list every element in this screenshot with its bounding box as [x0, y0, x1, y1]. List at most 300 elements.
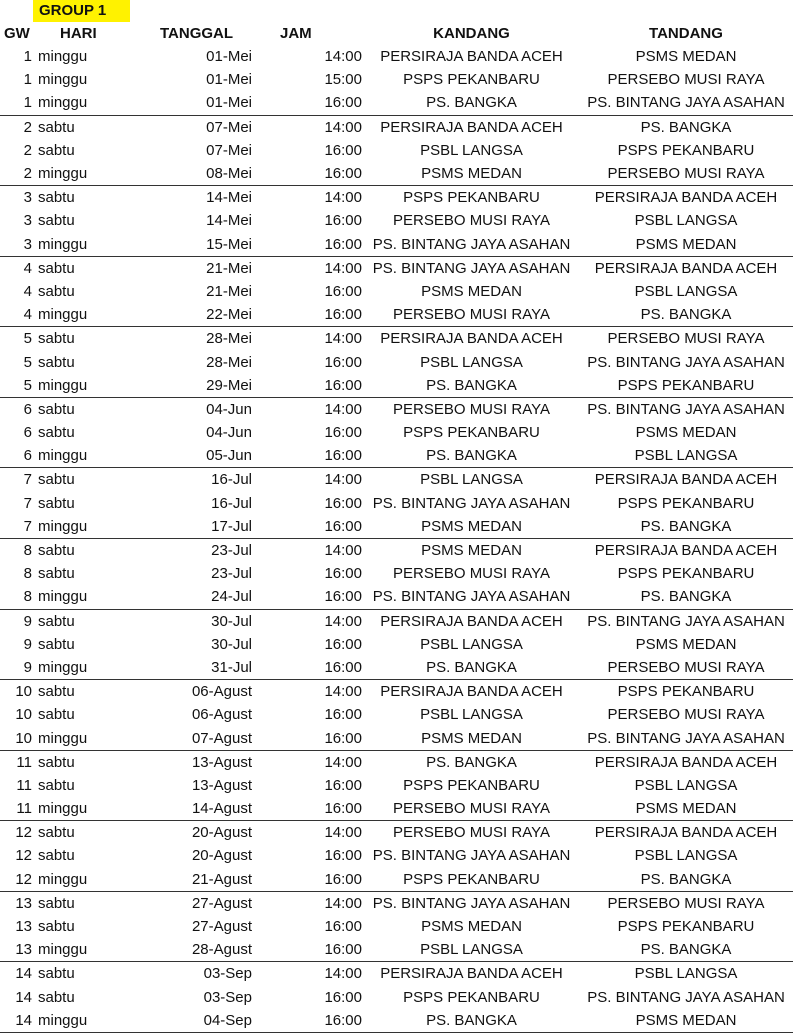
- cell-tandang: PSPS PEKANBARU: [617, 494, 755, 512]
- cell-kandang: PERSEBO MUSI RAYA: [393, 565, 550, 583]
- cell-tanggal: 07-Agust: [142, 726, 254, 750]
- cell-jam: 16:00: [324, 353, 362, 371]
- cell-gw: 8: [23, 565, 32, 583]
- cell-hari: minggu: [38, 515, 142, 539]
- cell-hari: sabtu: [38, 118, 75, 136]
- cell-tanggal: 24-Jul: [142, 585, 254, 609]
- cell-tandang: PERSIRAJA BANDA ACEH: [594, 542, 778, 560]
- cell-hari: minggu: [38, 444, 142, 468]
- cell-jam: 14:00: [324, 894, 362, 912]
- cell-hari: sabtu: [38, 565, 75, 583]
- cell-hari: minggu: [38, 303, 142, 327]
- cell-hari: sabtu: [38, 542, 75, 560]
- cell-tanggal: 15-Mei: [142, 233, 254, 257]
- cell-tandang: PSBL LANGSA: [634, 212, 738, 230]
- cell-jam: 16:00: [254, 1009, 364, 1033]
- cell-hari: minggu: [38, 48, 88, 66]
- cell-kandang: PERSIRAJA BANDA ACEH: [380, 683, 563, 701]
- cell-tanggal: 21-Mei: [206, 282, 252, 300]
- cell-tandang: PSMS MEDAN: [579, 797, 793, 821]
- cell-gw: 6: [23, 400, 32, 418]
- table-row: [0, 938, 793, 962]
- cell-hari: sabtu: [38, 753, 75, 771]
- cell-gw: 5: [0, 374, 38, 398]
- table-row: [0, 750, 793, 774]
- cell-kandang: PS. BANGKA: [364, 91, 579, 115]
- cell-jam: 16:00: [324, 706, 362, 724]
- table-row: [0, 350, 793, 373]
- cell-kandang: PSMS MEDAN: [421, 282, 522, 300]
- cell-tanggal: 30-Jul: [211, 612, 252, 630]
- cell-jam: 16:00: [254, 303, 364, 327]
- cell-gw: 12: [0, 868, 38, 892]
- cell-tandang: PERSIRAJA BANDA ACEH: [594, 824, 778, 842]
- cell-tanggal: 06-Agust: [191, 706, 252, 724]
- cell-gw: 9: [23, 612, 32, 630]
- cell-tanggal: 14-Mei: [206, 189, 252, 207]
- cell-jam: 14:00: [324, 48, 362, 66]
- cell-tandang: PS. BINTANG JAYA ASAHAN: [587, 612, 785, 630]
- cell-gw: 4: [23, 259, 32, 277]
- cell-jam: 16:00: [254, 726, 364, 750]
- cell-jam: 16:00: [324, 424, 362, 442]
- cell-tanggal: 14-Agust: [142, 797, 254, 821]
- cell-jam: 14:00: [324, 400, 362, 418]
- table-row: [0, 139, 793, 162]
- cell-tanggal: 01-Mei: [206, 48, 252, 66]
- table-row: [0, 986, 793, 1009]
- cell-tanggal: 17-Jul: [142, 515, 254, 539]
- cell-hari: sabtu: [38, 706, 75, 724]
- cell-kandang: PERSEBO MUSI RAYA: [364, 797, 579, 821]
- cell-kandang: PSBL LANGSA: [364, 938, 579, 962]
- cell-jam: 14:00: [324, 189, 362, 207]
- cell-kandang: PS. BINTANG JAYA ASAHAN: [372, 494, 571, 512]
- cell-tandang: PSPS PEKANBARU: [617, 683, 755, 701]
- table-row: [0, 915, 793, 938]
- cell-jam: 14:00: [324, 824, 362, 842]
- table-row: [0, 609, 793, 633]
- cell-tandang: PSPS PEKANBARU: [617, 141, 755, 159]
- cell-tandang: PERSIRAJA BANDA ACEH: [594, 259, 778, 277]
- cell-jam: 16:00: [254, 938, 364, 962]
- header-hari: HARI: [60, 25, 97, 42]
- cell-jam: 16:00: [254, 444, 364, 468]
- cell-tanggal: 06-Agust: [191, 683, 252, 701]
- cell-hari: sabtu: [38, 988, 75, 1006]
- cell-tanggal: 28-Mei: [206, 353, 252, 371]
- cell-jam: 16:00: [254, 374, 364, 398]
- cell-tandang: PSMS MEDAN: [579, 1009, 793, 1033]
- table-row: [0, 515, 793, 539]
- cell-kandang: PS. BANGKA: [426, 753, 517, 771]
- cell-tandang: PERSEBO MUSI RAYA: [607, 330, 765, 348]
- cell-jam: 16:00: [254, 585, 364, 609]
- cell-hari: sabtu: [38, 259, 75, 277]
- cell-gw: 12: [15, 824, 32, 842]
- table-row: [0, 868, 793, 892]
- header-kandang: KANDANG: [433, 25, 510, 42]
- cell-hari: sabtu: [38, 635, 75, 653]
- cell-tanggal: 16-Jul: [211, 494, 252, 512]
- table-row: [0, 303, 793, 327]
- cell-jam: 16:00: [324, 282, 362, 300]
- cell-gw: 14: [15, 988, 32, 1006]
- cell-gw: 1: [0, 91, 38, 115]
- cell-jam: 14:00: [324, 259, 362, 277]
- cell-tandang: PERSEBO MUSI RAYA: [607, 71, 765, 89]
- cell-gw: 13: [0, 938, 38, 962]
- table-row: [0, 115, 793, 139]
- cell-kandang: PERSEBO MUSI RAYA: [393, 212, 550, 230]
- cell-tandang: PS. BINTANG JAYA ASAHAN: [579, 91, 793, 115]
- cell-hari: sabtu: [38, 894, 75, 912]
- table-row: [0, 468, 793, 492]
- cell-hari: sabtu: [38, 400, 75, 418]
- cell-hari: sabtu: [38, 212, 75, 230]
- cell-tandang: PS. BANGKA: [579, 515, 793, 539]
- cell-gw: 14: [0, 1009, 38, 1033]
- cell-hari: minggu: [38, 585, 142, 609]
- cell-tanggal: 05-Jun: [142, 444, 254, 468]
- cell-hari: minggu: [38, 868, 142, 892]
- table-row: [0, 45, 793, 68]
- cell-kandang: PERSIRAJA BANDA ACEH: [380, 330, 563, 348]
- cell-gw: 11: [16, 776, 32, 794]
- cell-kandang: PS. BINTANG JAYA ASAHAN: [372, 847, 571, 865]
- cell-tanggal: 23-Jul: [211, 565, 252, 583]
- header-row: [0, 22, 793, 45]
- cell-gw: 9: [23, 635, 32, 653]
- cell-kandang: PSBL LANGSA: [420, 635, 523, 653]
- cell-hari: sabtu: [38, 189, 75, 207]
- cell-gw: 11: [16, 753, 32, 771]
- table-row: [0, 256, 793, 280]
- cell-kandang: PSMS MEDAN: [364, 515, 579, 539]
- cell-gw: 10: [0, 726, 38, 750]
- cell-hari: minggu: [38, 938, 142, 962]
- cell-jam: 16:00: [324, 494, 362, 512]
- header-gw: GW: [4, 25, 30, 42]
- cell-tandang: PSBL LANGSA: [634, 776, 738, 794]
- table-row: [0, 162, 793, 186]
- cell-hari: minggu: [38, 71, 88, 89]
- cell-gw: 4: [23, 282, 32, 300]
- cell-hari: minggu: [38, 91, 142, 115]
- cell-kandang: PSPS PEKANBARU: [403, 71, 540, 89]
- cell-hari: minggu: [38, 162, 142, 186]
- cell-kandang: PERSIRAJA BANDA ACEH: [380, 118, 563, 136]
- cell-jam: 16:00: [324, 988, 362, 1006]
- cell-tandang: PS. BINTANG JAYA ASAHAN: [579, 726, 793, 750]
- cell-hari: sabtu: [38, 330, 75, 348]
- cell-tanggal: 04-Jun: [206, 424, 252, 442]
- cell-hari: minggu: [38, 797, 142, 821]
- cell-tandang: PS. BANGKA: [579, 585, 793, 609]
- cell-gw: 2: [23, 118, 32, 136]
- cell-tandang: PSBL LANGSA: [634, 847, 738, 865]
- cell-kandang: PS. BINTANG JAYA ASAHAN: [372, 894, 571, 912]
- table-row: [0, 1009, 793, 1033]
- cell-kandang: PERSEBO MUSI RAYA: [364, 303, 579, 327]
- table-row: [0, 209, 793, 232]
- cell-kandang: PERSIRAJA BANDA ACEH: [380, 612, 563, 630]
- cell-kandang: PERSEBO MUSI RAYA: [393, 824, 550, 842]
- table-row: [0, 703, 793, 726]
- cell-tanggal: 01-Mei: [206, 71, 252, 89]
- cell-gw: 5: [23, 353, 32, 371]
- cell-tandang: PS. BANGKA: [640, 118, 732, 136]
- cell-tanggal: 13-Agust: [191, 753, 252, 771]
- table-row: [0, 891, 793, 915]
- cell-tanggal: 03-Sep: [203, 965, 252, 983]
- cell-gw: 8: [23, 542, 32, 560]
- cell-gw: 6: [0, 444, 38, 468]
- cell-kandang: PERSIRAJA BANDA ACEH: [380, 48, 563, 66]
- cell-tandang: PSMS MEDAN: [579, 233, 793, 257]
- table-row: [0, 726, 793, 750]
- table-row: [0, 562, 793, 585]
- cell-hari: minggu: [38, 726, 142, 750]
- cell-tandang: PS. BANGKA: [579, 303, 793, 327]
- cell-tandang: PSBL LANGSA: [579, 444, 793, 468]
- cell-kandang: PSMS MEDAN: [421, 542, 522, 560]
- cell-gw: 1: [23, 48, 32, 66]
- cell-tanggal: 08-Mei: [142, 162, 254, 186]
- header-tanggal: TANGGAL: [160, 25, 234, 42]
- cell-kandang: PS. BINTANG JAYA ASAHAN: [372, 259, 571, 277]
- cell-gw: 6: [23, 424, 32, 442]
- table-row: [0, 444, 793, 468]
- table-row: [0, 186, 793, 210]
- cell-jam: 16:00: [324, 565, 362, 583]
- cell-hari: sabtu: [38, 471, 75, 489]
- cell-tanggal: 29-Mei: [142, 374, 254, 398]
- cell-gw: 9: [0, 656, 38, 680]
- table-row: [0, 585, 793, 609]
- cell-hari: sabtu: [38, 683, 75, 701]
- cell-jam: 14:00: [324, 330, 362, 348]
- cell-hari: sabtu: [38, 612, 75, 630]
- cell-tanggal: 20-Agust: [191, 847, 252, 865]
- cell-tanggal: 30-Jul: [211, 635, 252, 653]
- cell-kandang: PSPS PEKANBARU: [403, 424, 540, 442]
- cell-jam: 14:00: [324, 965, 362, 983]
- cell-tandang: PSPS PEKANBARU: [579, 374, 793, 398]
- cell-gw: 10: [15, 683, 32, 701]
- table-row: [0, 280, 793, 303]
- cell-gw: 12: [15, 847, 32, 865]
- cell-tanggal: 20-Agust: [191, 824, 252, 842]
- cell-jam: 16:00: [254, 656, 364, 680]
- cell-kandang: PSPS PEKANBARU: [403, 988, 540, 1006]
- cell-hari: sabtu: [38, 847, 75, 865]
- cell-tanggal: 07-Mei: [206, 118, 252, 136]
- cell-tandang: PS. BINTANG JAYA ASAHAN: [587, 988, 785, 1006]
- cell-jam: 14:00: [324, 683, 362, 701]
- header-tandang: TANDANG: [649, 25, 723, 42]
- cell-gw: 2: [0, 162, 38, 186]
- cell-jam: 14:00: [324, 753, 362, 771]
- cell-tanggal: 21-Mei: [206, 259, 252, 277]
- cell-tandang: PSBL LANGSA: [634, 965, 738, 983]
- cell-kandang: PSMS MEDAN: [364, 726, 579, 750]
- cell-tanggal: 04-Jun: [206, 400, 252, 418]
- cell-jam: 16:00: [254, 797, 364, 821]
- cell-tandang: PERSEBO MUSI RAYA: [607, 706, 765, 724]
- cell-jam: 16:00: [254, 868, 364, 892]
- cell-tanggal: 27-Agust: [191, 894, 252, 912]
- cell-gw: 3: [0, 233, 38, 257]
- cell-jam: 16:00: [324, 635, 362, 653]
- cell-tandang: PSMS MEDAN: [635, 424, 737, 442]
- table-row: [0, 397, 793, 421]
- cell-hari: minggu: [38, 1009, 142, 1033]
- cell-hari: sabtu: [38, 918, 75, 936]
- table-row: [0, 91, 793, 115]
- cell-tanggal: 03-Sep: [203, 988, 252, 1006]
- table-row: [0, 374, 793, 398]
- group-label: GROUP 1: [33, 0, 130, 22]
- cell-gw: 14: [15, 965, 32, 983]
- fixture-table: [0, 22, 793, 1033]
- cell-gw: 8: [0, 585, 38, 609]
- cell-tanggal: 21-Agust: [142, 868, 254, 892]
- table-row: [0, 233, 793, 257]
- table-row: [0, 421, 793, 444]
- cell-hari: sabtu: [38, 424, 75, 442]
- cell-hari: sabtu: [38, 824, 75, 842]
- cell-jam: 14:00: [324, 118, 362, 136]
- cell-kandang: PSPS PEKANBARU: [403, 189, 540, 207]
- cell-gw: 4: [0, 303, 38, 327]
- cell-gw: 1: [23, 71, 32, 89]
- cell-gw: 3: [23, 212, 32, 230]
- cell-kandang: PSBL LANGSA: [420, 471, 523, 489]
- cell-tanggal: 14-Mei: [206, 212, 252, 230]
- cell-kandang: PS. BANGKA: [364, 1009, 579, 1033]
- cell-gw: 11: [0, 797, 38, 821]
- cell-kandang: PS. BANGKA: [364, 656, 579, 680]
- cell-tandang: PERSEBO MUSI RAYA: [607, 894, 765, 912]
- cell-kandang: PERSIRAJA BANDA ACEH: [380, 965, 563, 983]
- cell-tanggal: 07-Mei: [206, 141, 252, 159]
- cell-tandang: PS. BANGKA: [579, 938, 793, 962]
- cell-jam: 14:00: [324, 542, 362, 560]
- table-row: [0, 538, 793, 562]
- cell-tanggal: 01-Mei: [142, 91, 254, 115]
- cell-tanggal: 27-Agust: [191, 918, 252, 936]
- cell-jam: 16:00: [324, 776, 362, 794]
- table-row: [0, 821, 793, 845]
- cell-kandang: PSMS MEDAN: [364, 162, 579, 186]
- cell-gw: 13: [15, 894, 32, 912]
- cell-tandang: PSPS PEKANBARU: [617, 565, 755, 583]
- cell-tandang: PERSEBO MUSI RAYA: [579, 656, 793, 680]
- table-row: [0, 656, 793, 680]
- table-row: [0, 680, 793, 704]
- cell-tandang: PSPS PEKANBARU: [617, 918, 755, 936]
- cell-tandang: PERSIRAJA BANDA ACEH: [594, 753, 778, 771]
- cell-tanggal: 28-Agust: [142, 938, 254, 962]
- cell-tandang: PERSIRAJA BANDA ACEH: [594, 471, 778, 489]
- cell-gw: 13: [15, 918, 32, 936]
- cell-jam: 16:00: [324, 918, 362, 936]
- table-row: [0, 633, 793, 656]
- cell-kandang: PSPS PEKANBARU: [403, 776, 540, 794]
- cell-kandang: PSBL LANGSA: [420, 353, 523, 371]
- cell-tandang: PS. BANGKA: [579, 868, 793, 892]
- cell-kandang: PS. BINTANG JAYA ASAHAN: [364, 233, 579, 257]
- cell-jam: 14:00: [324, 471, 362, 489]
- cell-tanggal: 22-Mei: [142, 303, 254, 327]
- cell-kandang: PSBL LANGSA: [420, 706, 523, 724]
- cell-tandang: PSMS MEDAN: [635, 48, 737, 66]
- fixture-body: [0, 45, 793, 1032]
- table-row: [0, 68, 793, 91]
- cell-gw: 3: [23, 189, 32, 207]
- cell-gw: 5: [23, 330, 32, 348]
- cell-tanggal: 13-Agust: [191, 776, 252, 794]
- cell-gw: 7: [0, 515, 38, 539]
- table-row: [0, 962, 793, 986]
- cell-tandang: PS. BINTANG JAYA ASAHAN: [587, 353, 785, 371]
- cell-tandang: PERSEBO MUSI RAYA: [579, 162, 793, 186]
- cell-kandang: PERSEBO MUSI RAYA: [393, 400, 550, 418]
- cell-jam: 16:00: [254, 162, 364, 186]
- cell-kandang: PSPS PEKANBARU: [364, 868, 579, 892]
- cell-jam: 16:00: [254, 515, 364, 539]
- cell-gw: 7: [23, 471, 32, 489]
- cell-tanggal: 31-Jul: [142, 656, 254, 680]
- cell-hari: sabtu: [38, 494, 75, 512]
- cell-jam: 16:00: [254, 91, 364, 115]
- cell-hari: minggu: [38, 656, 142, 680]
- cell-tandang: PSMS MEDAN: [635, 635, 737, 653]
- cell-hari: sabtu: [38, 965, 75, 983]
- cell-kandang: PS. BANGKA: [364, 444, 579, 468]
- cell-tanggal: 23-Jul: [211, 542, 252, 560]
- cell-hari: minggu: [38, 374, 142, 398]
- cell-tandang: PS. BINTANG JAYA ASAHAN: [587, 400, 785, 418]
- cell-jam: 16:00: [324, 847, 362, 865]
- cell-gw: 2: [23, 141, 32, 159]
- cell-kandang: PSMS MEDAN: [421, 918, 522, 936]
- cell-jam: 16:00: [324, 141, 362, 159]
- cell-hari: sabtu: [38, 282, 75, 300]
- cell-hari: sabtu: [38, 353, 75, 371]
- cell-tandang: PERSIRAJA BANDA ACEH: [594, 189, 778, 207]
- cell-hari: minggu: [38, 233, 142, 257]
- cell-tanggal: 28-Mei: [206, 330, 252, 348]
- cell-kandang: PSBL LANGSA: [420, 141, 523, 159]
- cell-tanggal: 16-Jul: [211, 471, 252, 489]
- table-row: [0, 797, 793, 821]
- cell-jam: 16:00: [254, 233, 364, 257]
- table-row: [0, 844, 793, 867]
- cell-tanggal: 04-Sep: [142, 1009, 254, 1033]
- cell-jam: 15:00: [324, 71, 362, 89]
- cell-hari: sabtu: [38, 776, 75, 794]
- cell-jam: 16:00: [324, 212, 362, 230]
- header-jam: JAM: [280, 25, 312, 42]
- cell-gw: 10: [15, 706, 32, 724]
- table-row: [0, 492, 793, 515]
- cell-kandang: PS. BINTANG JAYA ASAHAN: [364, 585, 579, 609]
- cell-jam: 14:00: [324, 612, 362, 630]
- table-row: [0, 327, 793, 351]
- cell-kandang: PS. BANGKA: [364, 374, 579, 398]
